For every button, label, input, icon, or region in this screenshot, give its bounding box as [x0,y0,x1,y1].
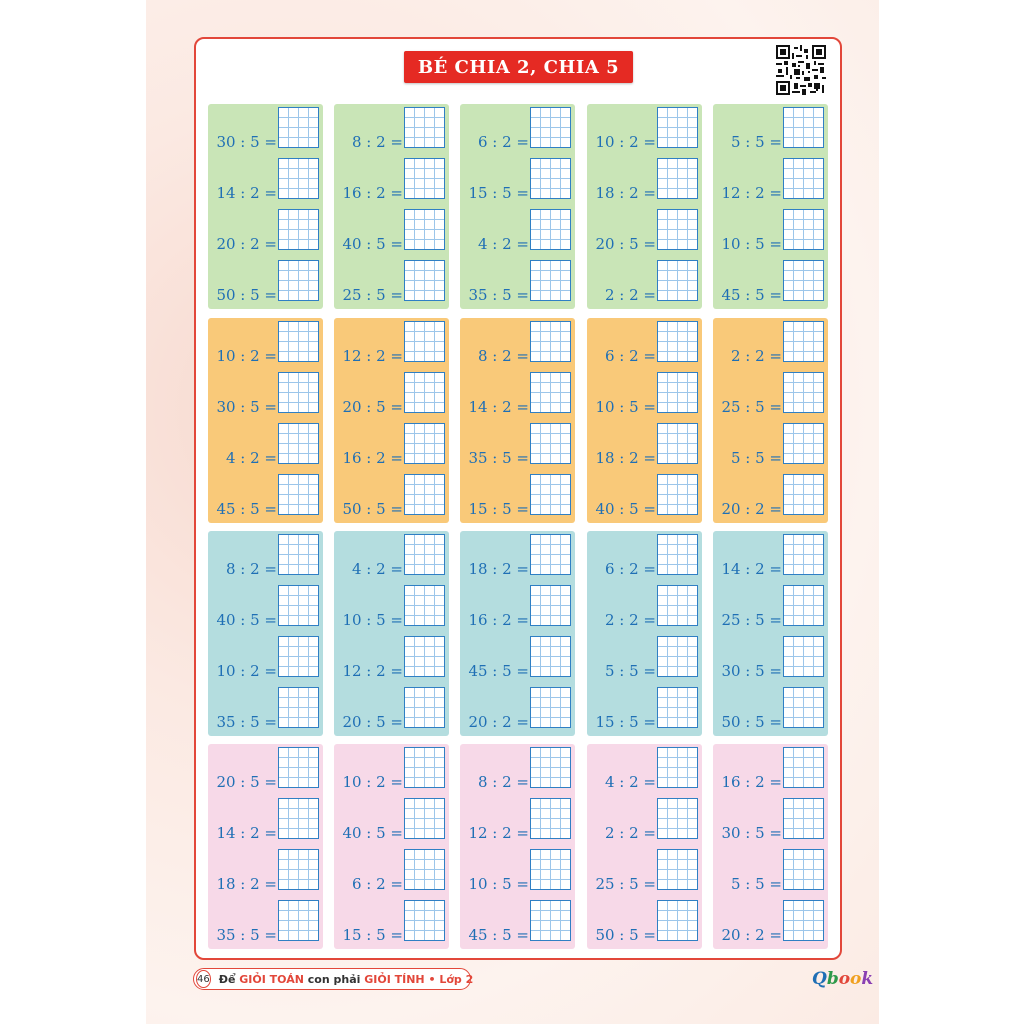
footer-book-info [193,968,474,990]
exercise-row [460,795,575,844]
exercise-row [587,795,702,844]
exercise-row [334,471,449,520]
answer-box[interactable] [530,372,571,413]
division-expression: 40 : 5 = [595,500,656,518]
exercise-panel [713,104,828,309]
exercise-panel [587,531,702,736]
exercise-row [713,897,828,946]
answer-box[interactable] [278,900,319,941]
division-expression: 25 : 5 = [721,398,782,416]
exercise-row [460,684,575,733]
answer-box[interactable] [530,321,571,362]
answer-box[interactable] [404,849,445,890]
exercise-row [460,531,575,580]
exercise-row [334,744,449,793]
exercise-panel [587,318,702,523]
exercise-row [334,684,449,733]
division-expression: 50 : 5 = [342,500,403,518]
exercise-row [208,897,323,946]
exercise-row [460,582,575,631]
answer-box[interactable] [278,209,319,250]
exercise-row [334,795,449,844]
division-expression: 14 : 2 = [216,824,277,842]
division-expression: 40 : 5 = [342,235,403,253]
division-expression: 45 : 5 = [721,286,782,304]
exercise-row [460,369,575,418]
answer-box[interactable] [530,209,571,250]
answer-box[interactable] [657,321,698,362]
exercise-row [208,206,323,255]
book-title-separator: • [424,972,440,986]
answer-box[interactable] [278,687,319,728]
exercise-panel [460,531,575,736]
answer-box[interactable] [404,687,445,728]
answer-box[interactable] [530,423,571,464]
exercise-row [713,420,828,469]
division-expression: 10 : 5 = [468,875,529,893]
exercise-row [713,155,828,204]
answer-box[interactable] [404,423,445,464]
division-expression: 20 : 2 = [216,235,277,253]
exercise-row [460,633,575,682]
exercise-row [334,846,449,895]
exercise-row [460,471,575,520]
page-title: BÉ CHIA 2, CHIA 5 [404,51,633,83]
answer-box[interactable] [530,747,571,788]
exercise-row [460,846,575,895]
answer-box[interactable] [278,849,319,890]
division-expression: 14 : 2 = [468,398,529,416]
exercise-panel [208,104,323,309]
division-expression: 10 : 2 = [595,133,656,151]
exercise-row [587,155,702,204]
exercise-row [334,420,449,469]
logo-letter: Q [812,969,827,989]
answer-box[interactable] [278,534,319,575]
exercise-row [460,104,575,153]
answer-box[interactable] [530,474,571,515]
division-expression: 10 : 5 = [595,398,656,416]
division-expression: 5 : 5 = [604,662,656,680]
answer-box[interactable] [657,423,698,464]
exercise-row [334,206,449,255]
division-expression: 40 : 5 = [342,824,403,842]
answer-box[interactable] [783,747,824,788]
exercise-row [208,795,323,844]
answer-box[interactable] [530,798,571,839]
answer-box[interactable] [657,474,698,515]
division-expression: 50 : 5 = [595,926,656,944]
exercise-row [208,420,323,469]
division-expression: 5 : 5 = [730,133,782,151]
publisher-logo [812,969,873,989]
book-title-part: con phải [303,972,365,986]
answer-box[interactable] [404,747,445,788]
exercise-row [208,531,323,580]
exercise-row [713,471,828,520]
answer-box[interactable] [404,534,445,575]
exercise-panel [713,318,828,523]
division-expression: 12 : 2 = [721,184,782,202]
exercise-row [208,155,323,204]
division-expression: 50 : 5 = [216,286,277,304]
exercise-row [334,897,449,946]
division-expression: 16 : 2 = [721,773,782,791]
exercise-panel [587,104,702,309]
exercise-row [208,684,323,733]
exercise-row [334,582,449,631]
answer-box[interactable] [783,321,824,362]
answer-box[interactable] [278,260,319,301]
exercise-row [587,369,702,418]
division-expression: 6 : 2 = [604,347,656,365]
exercise-row [460,206,575,255]
division-expression: 10 : 2 = [216,347,277,365]
exercise-row [713,104,828,153]
division-expression: 20 : 2 = [721,500,782,518]
division-expression: 20 : 5 = [595,235,656,253]
exercise-row [208,369,323,418]
exercise-panel [713,531,828,736]
answer-box[interactable] [530,534,571,575]
answer-box[interactable] [530,636,571,677]
division-expression: 20 : 5 = [342,713,403,731]
division-expression: 25 : 5 = [721,611,782,629]
answer-box[interactable] [278,474,319,515]
exercise-row [334,369,449,418]
answer-box[interactable] [404,372,445,413]
answer-box[interactable] [404,474,445,515]
exercise-row [334,257,449,306]
answer-box[interactable] [783,585,824,626]
exercise-panel [460,744,575,949]
answer-box[interactable] [657,747,698,788]
book-title-part: Để [218,972,240,986]
exercise-panel [334,104,449,309]
exercise-row [587,582,702,631]
exercise-row [713,744,828,793]
division-expression: 16 : 2 = [342,449,403,467]
division-expression: 6 : 2 = [351,875,403,893]
exercise-row [460,318,575,367]
division-expression: 2 : 2 = [604,286,656,304]
exercise-row [713,531,828,580]
division-expression: 25 : 5 = [595,875,656,893]
exercise-row [713,206,828,255]
exercise-row [208,318,323,367]
division-expression: 18 : 2 = [216,875,277,893]
answer-box[interactable] [783,534,824,575]
exercise-row [208,471,323,520]
qr-code-icon [776,45,826,95]
exercise-row [208,846,323,895]
division-expression: 35 : 5 = [468,449,529,467]
logo-letter: k [861,969,874,989]
answer-box[interactable] [404,107,445,148]
division-expression: 6 : 2 = [604,560,656,578]
division-expression: 16 : 2 = [468,611,529,629]
division-expression: 45 : 5 = [468,662,529,680]
exercise-panel [460,104,575,309]
exercise-panel [334,318,449,523]
division-expression: 12 : 2 = [342,662,403,680]
answer-box[interactable] [530,107,571,148]
answer-box[interactable] [783,849,824,890]
exercise-row [713,633,828,682]
division-expression: 4 : 2 = [604,773,656,791]
division-expression: 20 : 5 = [342,398,403,416]
answer-box[interactable] [657,158,698,199]
answer-box[interactable] [404,260,445,301]
exercise-row [587,846,702,895]
answer-box[interactable] [278,798,319,839]
answer-box[interactable] [278,423,319,464]
division-expression: 15 : 5 = [595,713,656,731]
answer-box[interactable] [404,158,445,199]
answer-box[interactable] [404,209,445,250]
answer-box[interactable] [657,372,698,413]
exercise-panel [334,531,449,736]
division-expression: 8 : 2 = [225,560,277,578]
answer-box[interactable] [657,209,698,250]
division-expression: 4 : 2 = [225,449,277,467]
division-expression: 12 : 2 = [468,824,529,842]
answer-box[interactable] [278,636,319,677]
exercise-row [587,318,702,367]
answer-box[interactable] [278,747,319,788]
book-title [219,973,474,986]
exercise-panel [587,744,702,949]
division-expression: 10 : 2 = [342,773,403,791]
exercise-row [587,897,702,946]
division-expression: 25 : 5 = [342,286,403,304]
division-expression: 30 : 5 = [721,662,782,680]
answer-box[interactable] [783,798,824,839]
exercise-row [460,420,575,469]
exercise-row [460,744,575,793]
answer-box[interactable] [278,585,319,626]
exercise-row [334,318,449,367]
answer-box[interactable] [530,687,571,728]
logo-letter: o [850,969,862,989]
exercise-row [587,531,702,580]
exercise-panel [208,531,323,736]
division-expression: 12 : 2 = [342,347,403,365]
answer-box[interactable] [657,900,698,941]
division-expression: 2 : 2 = [604,611,656,629]
division-expression: 10 : 5 = [721,235,782,253]
exercise-row [460,897,575,946]
division-expression: 10 : 5 = [342,611,403,629]
exercise-row [334,104,449,153]
exercise-row [713,369,828,418]
answer-box[interactable] [530,260,571,301]
division-expression: 35 : 5 = [216,713,277,731]
answer-box[interactable] [783,474,824,515]
division-expression: 40 : 5 = [216,611,277,629]
answer-box[interactable] [530,158,571,199]
division-expression: 30 : 5 = [216,133,277,151]
book-title-grade: Lớp 2 [439,972,474,986]
division-expression: 15 : 5 = [342,926,403,944]
answer-box[interactable] [278,321,319,362]
answer-box[interactable] [657,585,698,626]
division-expression: 16 : 2 = [342,184,403,202]
answer-box[interactable] [783,209,824,250]
exercise-row [208,104,323,153]
answer-box[interactable] [530,900,571,941]
book-title-highlight: GIỎI TÍNH [364,972,425,986]
division-expression: 30 : 5 = [721,824,782,842]
answer-box[interactable] [783,260,824,301]
division-expression: 18 : 2 = [468,560,529,578]
division-expression: 18 : 2 = [595,449,656,467]
answer-box[interactable] [404,636,445,677]
division-expression: 20 : 2 = [721,926,782,944]
answer-box[interactable] [657,534,698,575]
exercise-row [208,744,323,793]
exercise-row [587,633,702,682]
exercise-row [587,744,702,793]
answer-box[interactable] [278,107,319,148]
exercise-row [334,531,449,580]
division-expression: 8 : 2 = [477,347,529,365]
answer-box[interactable] [278,158,319,199]
answer-box[interactable] [404,321,445,362]
division-expression: 30 : 5 = [216,398,277,416]
exercise-row [334,633,449,682]
answer-box[interactable] [530,849,571,890]
exercise-panel [460,318,575,523]
answer-box[interactable] [783,158,824,199]
exercise-row [334,155,449,204]
exercise-row [587,420,702,469]
answer-box[interactable] [278,372,319,413]
division-expression: 2 : 2 = [730,347,782,365]
division-expression: 4 : 2 = [351,560,403,578]
division-expression: 18 : 2 = [595,184,656,202]
division-expression: 20 : 2 = [468,713,529,731]
division-expression: 6 : 2 = [477,133,529,151]
division-expression: 15 : 5 = [468,500,529,518]
answer-box[interactable] [783,636,824,677]
page-number: 46 [196,970,211,988]
exercise-row [713,257,828,306]
division-expression: 5 : 5 = [730,449,782,467]
exercise-panel [208,744,323,949]
answer-box[interactable] [783,687,824,728]
exercise-row [208,582,323,631]
exercise-row [587,257,702,306]
answer-box[interactable] [657,849,698,890]
division-expression: 14 : 2 = [216,184,277,202]
answer-box[interactable] [404,798,445,839]
answer-box[interactable] [404,900,445,941]
exercise-row [713,795,828,844]
answer-box[interactable] [530,585,571,626]
division-expression: 14 : 2 = [721,560,782,578]
exercise-row [460,257,575,306]
exercise-panel [713,744,828,949]
logo-letter: b [826,969,839,989]
exercise-row [713,582,828,631]
division-expression: 8 : 2 = [477,773,529,791]
logo-letter: o [838,969,851,989]
division-expression: 5 : 5 = [730,875,782,893]
exercise-row [587,471,702,520]
division-expression: 8 : 2 = [351,133,403,151]
division-expression: 35 : 5 = [216,926,277,944]
answer-box[interactable] [783,423,824,464]
division-expression: 45 : 5 = [216,500,277,518]
exercise-row [208,633,323,682]
exercise-row [713,846,828,895]
answer-box[interactable] [783,107,824,148]
answer-box[interactable] [783,372,824,413]
division-expression: 15 : 5 = [468,184,529,202]
division-expression: 4 : 2 = [477,235,529,253]
division-expression: 35 : 5 = [468,286,529,304]
answer-box[interactable] [657,636,698,677]
exercise-row [208,257,323,306]
division-expression: 50 : 5 = [721,713,782,731]
exercise-panel [208,318,323,523]
answer-box[interactable] [657,107,698,148]
division-expression: 20 : 5 = [216,773,277,791]
answer-box[interactable] [657,687,698,728]
exercise-row [713,318,828,367]
answer-box[interactable] [783,900,824,941]
exercise-row [587,206,702,255]
exercise-row [587,104,702,153]
exercise-row [460,155,575,204]
answer-box[interactable] [657,798,698,839]
answer-box[interactable] [657,260,698,301]
exercise-row [713,684,828,733]
exercise-row [587,684,702,733]
answer-box[interactable] [404,585,445,626]
division-expression: 45 : 5 = [468,926,529,944]
exercise-panel [334,744,449,949]
division-expression: 2 : 2 = [604,824,656,842]
division-expression: 10 : 2 = [216,662,277,680]
book-title-highlight: GIỎI TOÁN [239,972,304,986]
